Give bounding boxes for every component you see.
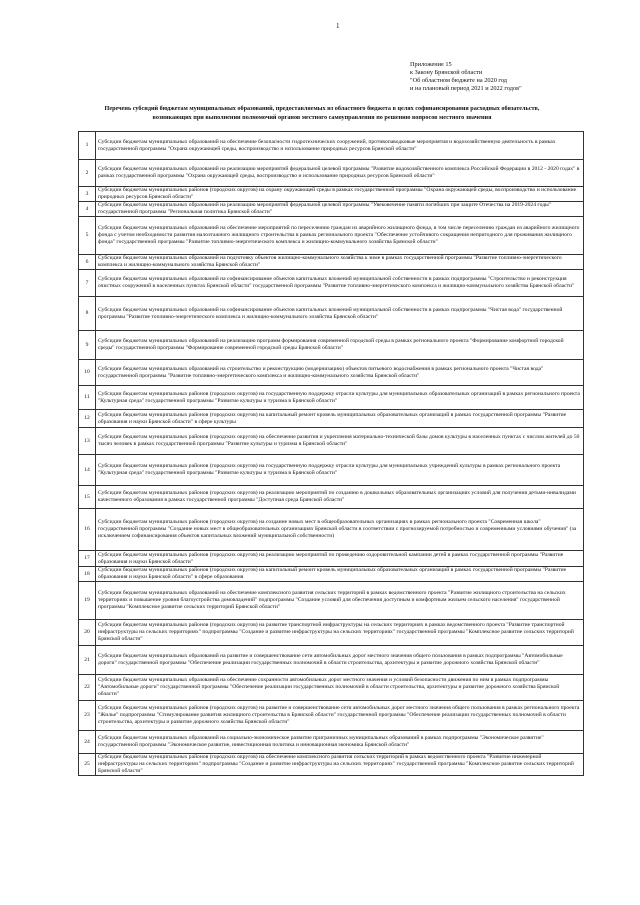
row-text: Субсидии бюджетам муниципальных образований на развитие и совершенствование сети автомобильных дорог местного значения общего пользования в рамках подпрограммы "Автомобильные дороги" государственной программы "Обеспечение реализации государственных полномочий в области строительства, архитектуры и развитие дорожного хозяйства Брянской области" bbox=[96, 646, 584, 675]
row-text: Субсидии бюджетам муниципальных образований на строительство и реконструкцию (модернизацию) объектов питьевого водоснабжения в рамках регионального проекта "Чистая вода" государственной программы "Развитие топливно-энергетического комплекса и жилищно-коммунального хозяйства Брянской области" bbox=[96, 360, 584, 386]
row-text: Субсидии бюджетам муниципальных образований на социально-экономическое развитие приграничных муниципальных образований в рамках подпрограммы "Экономическое развитие" государственной программы "Экономическое развитие, инвестиционная политика и инновационная экономика Брянской области" bbox=[96, 731, 584, 754]
row-text: Субсидии бюджетам муниципальных образований на реализацию мероприятий федеральной целевой программы "Развитие водохозяйственного комплекса Российской Федерации в 2012 - 2020 годах" в рамках государственной программы "Охрана окружающей среды, воспроизводство и использование природных ресурсов Брянской области" bbox=[96, 160, 584, 187]
table-row bbox=[79, 701, 584, 731]
row-number: 23 bbox=[79, 701, 96, 731]
appendix-line-2: к Закону Брянской области bbox=[410, 69, 483, 76]
document-heading bbox=[62, 104, 582, 122]
row-number: 21 bbox=[79, 646, 96, 675]
appendix-line-4: и на плановый период 2021 и 2022 годов" bbox=[410, 85, 522, 92]
heading-line-2: возникающих при выполнении полномочий органов местного самоуправления по решению вопросов местного значения bbox=[152, 114, 492, 121]
table-row bbox=[79, 646, 584, 675]
row-text: Субсидии бюджетам муниципальных образований на подготовку объектов жилищно-коммунального хозяйства к зиме в рамках государственной программы "Развитие топливно-энергетического комплекса и жилищно-коммунального хозяйства Брянской области" bbox=[96, 255, 584, 270]
row-number: 7 bbox=[79, 270, 96, 297]
row-number: 20 bbox=[79, 620, 96, 646]
row-text: Субсидии бюджетам муниципальных районов (городских округов) на реализацию мероприятий по созданию в дошкольных образовательных организациях условий для получения детьми-инвалидами качественного образования в рамках государственной программы "Доступная среда Брянской области" bbox=[96, 486, 584, 509]
table-row bbox=[79, 360, 584, 386]
row-number: 14 bbox=[79, 455, 96, 486]
row-text: Субсидии бюджетам муниципальных районов (городских округов) на реализацию мероприятий по проведению оздоровительной кампании детей в рамках государственной программы "Развитие образования и науки Брянской области" bbox=[96, 551, 584, 567]
table-row bbox=[79, 428, 584, 455]
table-row bbox=[79, 160, 584, 187]
row-text: Субсидии бюджетам муниципальных районов (городских округов) на развитие и совершенствование сети автомобильных дорог местного значения общего пользования в рамках регионального проекта "Жилье" подпрограммы "Стимулирование развития жилищного строительства в Брянской области" государственной программы "Обеспечение реализации государственных полномочий в области строительства, архитектуры и развитие дорожного хозяйства Брянской области" bbox=[96, 701, 584, 731]
row-number: 11 bbox=[79, 386, 96, 410]
row-number: 12 bbox=[79, 410, 96, 428]
row-number: 25 bbox=[79, 754, 96, 776]
row-text: Субсидии бюджетам муниципальных районов (городских округов) на создание новых мест в общеобразовательных организациях в рамках регионального проекта "Современная школа" государственной программы "Создание новых мест в общеобразовательных организациях Брянской области в соответствии с прогнозируемой потребностью и современными условиями обучения" (за исключением софинансирования объектов капитальных вложений муниципальной собственности) bbox=[96, 509, 584, 551]
table-row bbox=[79, 486, 584, 509]
table-row bbox=[79, 297, 584, 331]
table-row bbox=[79, 582, 584, 620]
row-text: Субсидии бюджетам муниципальных районов (городских округов) на развитие транспортной инфраструктуры на сельских территориях в рамках ведомственного проекта "Развитие транспортной инфраструктуры на сельских территориях" подпрограммы "Создание и развитие инфраструктуры на сельских территориях" государственной программы "Комплексное развитие сельских территорий Брянской области" bbox=[96, 620, 584, 646]
row-text: Субсидии бюджетам муниципальных образований на реализацию программ формирования современной городской среды в рамках регионального проекта "Формирование комфортной городской среды" государственной программы "Формирование современной городской среды Брянской области" bbox=[96, 331, 584, 360]
table-row bbox=[79, 754, 584, 776]
table-row bbox=[79, 217, 584, 255]
row-number: 24 bbox=[79, 731, 96, 754]
table-row bbox=[79, 455, 584, 486]
row-number: 2 bbox=[79, 160, 96, 187]
row-number: 3 bbox=[79, 187, 96, 202]
table-row bbox=[79, 509, 584, 551]
table-row bbox=[79, 551, 584, 567]
row-text: Субсидии бюджетам муниципальных образований на реализацию мероприятий федеральной целевой программы "Увековечение памяти погибших при защите Отечества на 2019-2024 годы" государственной программы "Региональная политика Брянской области" bbox=[96, 202, 584, 217]
row-text: Субсидии бюджетам муниципальных районов (городских округов) на государственную поддержку отрасли культуры для муниципальных образовательных организаций в рамках регионального проекта "Культурная среда" государственной программы "Развитие культуры и туризма в Брянской области" bbox=[96, 386, 584, 410]
heading-line-1: Перечень субсидий бюджетам муниципальных образований, предоставляемых из областного бюджета в целях софинансирования расходных обязательств, bbox=[104, 105, 540, 112]
row-number: 22 bbox=[79, 675, 96, 701]
row-number: 15 bbox=[79, 486, 96, 509]
row-number: 4 bbox=[79, 202, 96, 217]
page-number: 1 bbox=[336, 22, 340, 30]
row-text: Субсидии бюджетам муниципальных образований на обеспечение сохранности автомобильных дорог местного значения и условий безопасности движения по ним в рамках подпрограммы "Автомобильные дороги" государственной программы "Обеспечение реализации государственных полномочий в области строительства, архитектуры и развитие дорожного хозяйства Брянской области" bbox=[96, 675, 584, 701]
row-number: 8 bbox=[79, 297, 96, 331]
table-row bbox=[79, 202, 584, 217]
subsidy-table-body bbox=[79, 132, 584, 776]
row-text: Субсидии бюджетам муниципальных районов (городских округов) на капитальный ремонт кровель муниципальных образовательных организаций в рамках государственной программы "Развитие образования и науки Брянской области" в сфере культуры bbox=[96, 410, 584, 428]
row-text: Субсидии бюджетам муниципальных образований на обеспечение безопасности гидротехнических сооружений, противопаводковые мероприятия и водохозяйственную деятельность в рамках государственной программы "Охрана окружающей среды, воспроизводство и использование природных ресурсов Брянской области" bbox=[96, 132, 584, 160]
row-number: 17 bbox=[79, 551, 96, 567]
row-number: 10 bbox=[79, 360, 96, 386]
row-text: Субсидии бюджетам муниципальных районов (городских округов) на охрану окружающей среды в рамках государственной программы "Охрана окружающей среды, воспроизводство и использование природных ресурсов Брянской области" bbox=[96, 187, 584, 202]
row-number: 13 bbox=[79, 428, 96, 455]
table-row bbox=[79, 731, 584, 754]
table-row bbox=[79, 255, 584, 270]
table-row bbox=[79, 410, 584, 428]
row-number: 9 bbox=[79, 331, 96, 360]
row-number: 16 bbox=[79, 509, 96, 551]
row-text: Субсидии бюджетам муниципальных районов (городских округов) на государственную поддержку отрасли культуры для муниципальных учреждений культуры в рамках регионального проекта "Культурная среда" государственной программы "Развитие культуры и туризма в Брянской области" bbox=[96, 455, 584, 486]
row-text: Субсидии бюджетам муниципальных образований на обеспечение комплексного развития сельских территорий в рамках ведомственного проекта "Развитие жилищного строительства на сельских территориях и повышение уровня благоустройства домовладений" подпрограммы "Создание условий для обеспечения доступным и комфортным жильем сельского населения" государственной программы "Комплексное развитие сельских территорий Брянской области" bbox=[96, 582, 584, 620]
table-row bbox=[79, 620, 584, 646]
subsidy-table bbox=[78, 131, 584, 776]
row-number: 19 bbox=[79, 582, 96, 620]
row-text: Субсидии бюджетам муниципальных районов (городских округов) на обеспечение комплексного развития сельских территорий в рамках ведомственного проекта "Развитие инженерной инфраструктуры на сельских территориях" подпрограммы "Создание и развитие инфраструктуры на сельских территориях" государственной программы "Комплексное развитие сельских территорий Брянской области" bbox=[96, 754, 584, 776]
table-row bbox=[79, 187, 584, 202]
table-row bbox=[79, 567, 584, 582]
table-row bbox=[79, 675, 584, 701]
appendix-line-3: "Об областном бюджете на 2020 год bbox=[410, 77, 508, 84]
table-row bbox=[79, 386, 584, 410]
table-row bbox=[79, 270, 584, 297]
row-text: Субсидии бюджетам муниципальных районов (городских округов) на капитальный ремонт кровель муниципальных образовательных организаций в рамках государственной программы "Развитие образования и науки Брянской области" в сфере образования bbox=[96, 567, 584, 582]
appendix-line-1: Приложение 15 bbox=[410, 61, 452, 68]
row-number: 18 bbox=[79, 567, 96, 582]
table-row bbox=[79, 132, 584, 160]
row-text: Субсидии бюджетам муниципальных образований на софинансирование объектов капитальных вложений муниципальной собственности в рамках подпрограммы "Чистая вода" государственной программы "Развитие топливно-энергетического комплекса и жилищно-коммунального хозяйства Брянской области" bbox=[96, 297, 584, 331]
row-number: 5 bbox=[79, 217, 96, 255]
row-text: Субсидии бюджетам муниципальных образований на обеспечение мероприятий по переселению граждан из аварийного жилищного фонда, в том числе переселению граждан из аварийного жилищного фонда с учетом необходимости развития малоэтажного жилищного строительства в рамках регионального проекта "Обеспечение устойчивого сокращения непригодного для проживания жилищного фонда" государственной программы "Развитие топливно-энергетического комплекса и жилищно-коммунального хозяйства Брянской области" bbox=[96, 217, 584, 255]
appendix-block bbox=[410, 61, 522, 93]
row-number: 1 bbox=[79, 132, 96, 160]
row-text: Субсидии бюджетам муниципальных районов (городских округов) на обеспечение развития и укрепления материально-технической базы домов культуры в населенных пунктах с числом жителей до 50 тысяч человек в рамках государственной программы "Развитие культуры и туризма в Брянской области" bbox=[96, 428, 584, 455]
row-number: 6 bbox=[79, 255, 96, 270]
table-row bbox=[79, 331, 584, 360]
row-text: Субсидии бюджетам муниципальных образований на софинансирование объектов капитальных вложений муниципальной собственности в рамках подпрограммы "Строительство и реконструкция очистных сооружений в населенных пунктах Брянской области" государственной программы "Развитие топливно-энергетического комплекса и жилищно-коммунального хозяйства Брянской области" bbox=[96, 270, 584, 297]
